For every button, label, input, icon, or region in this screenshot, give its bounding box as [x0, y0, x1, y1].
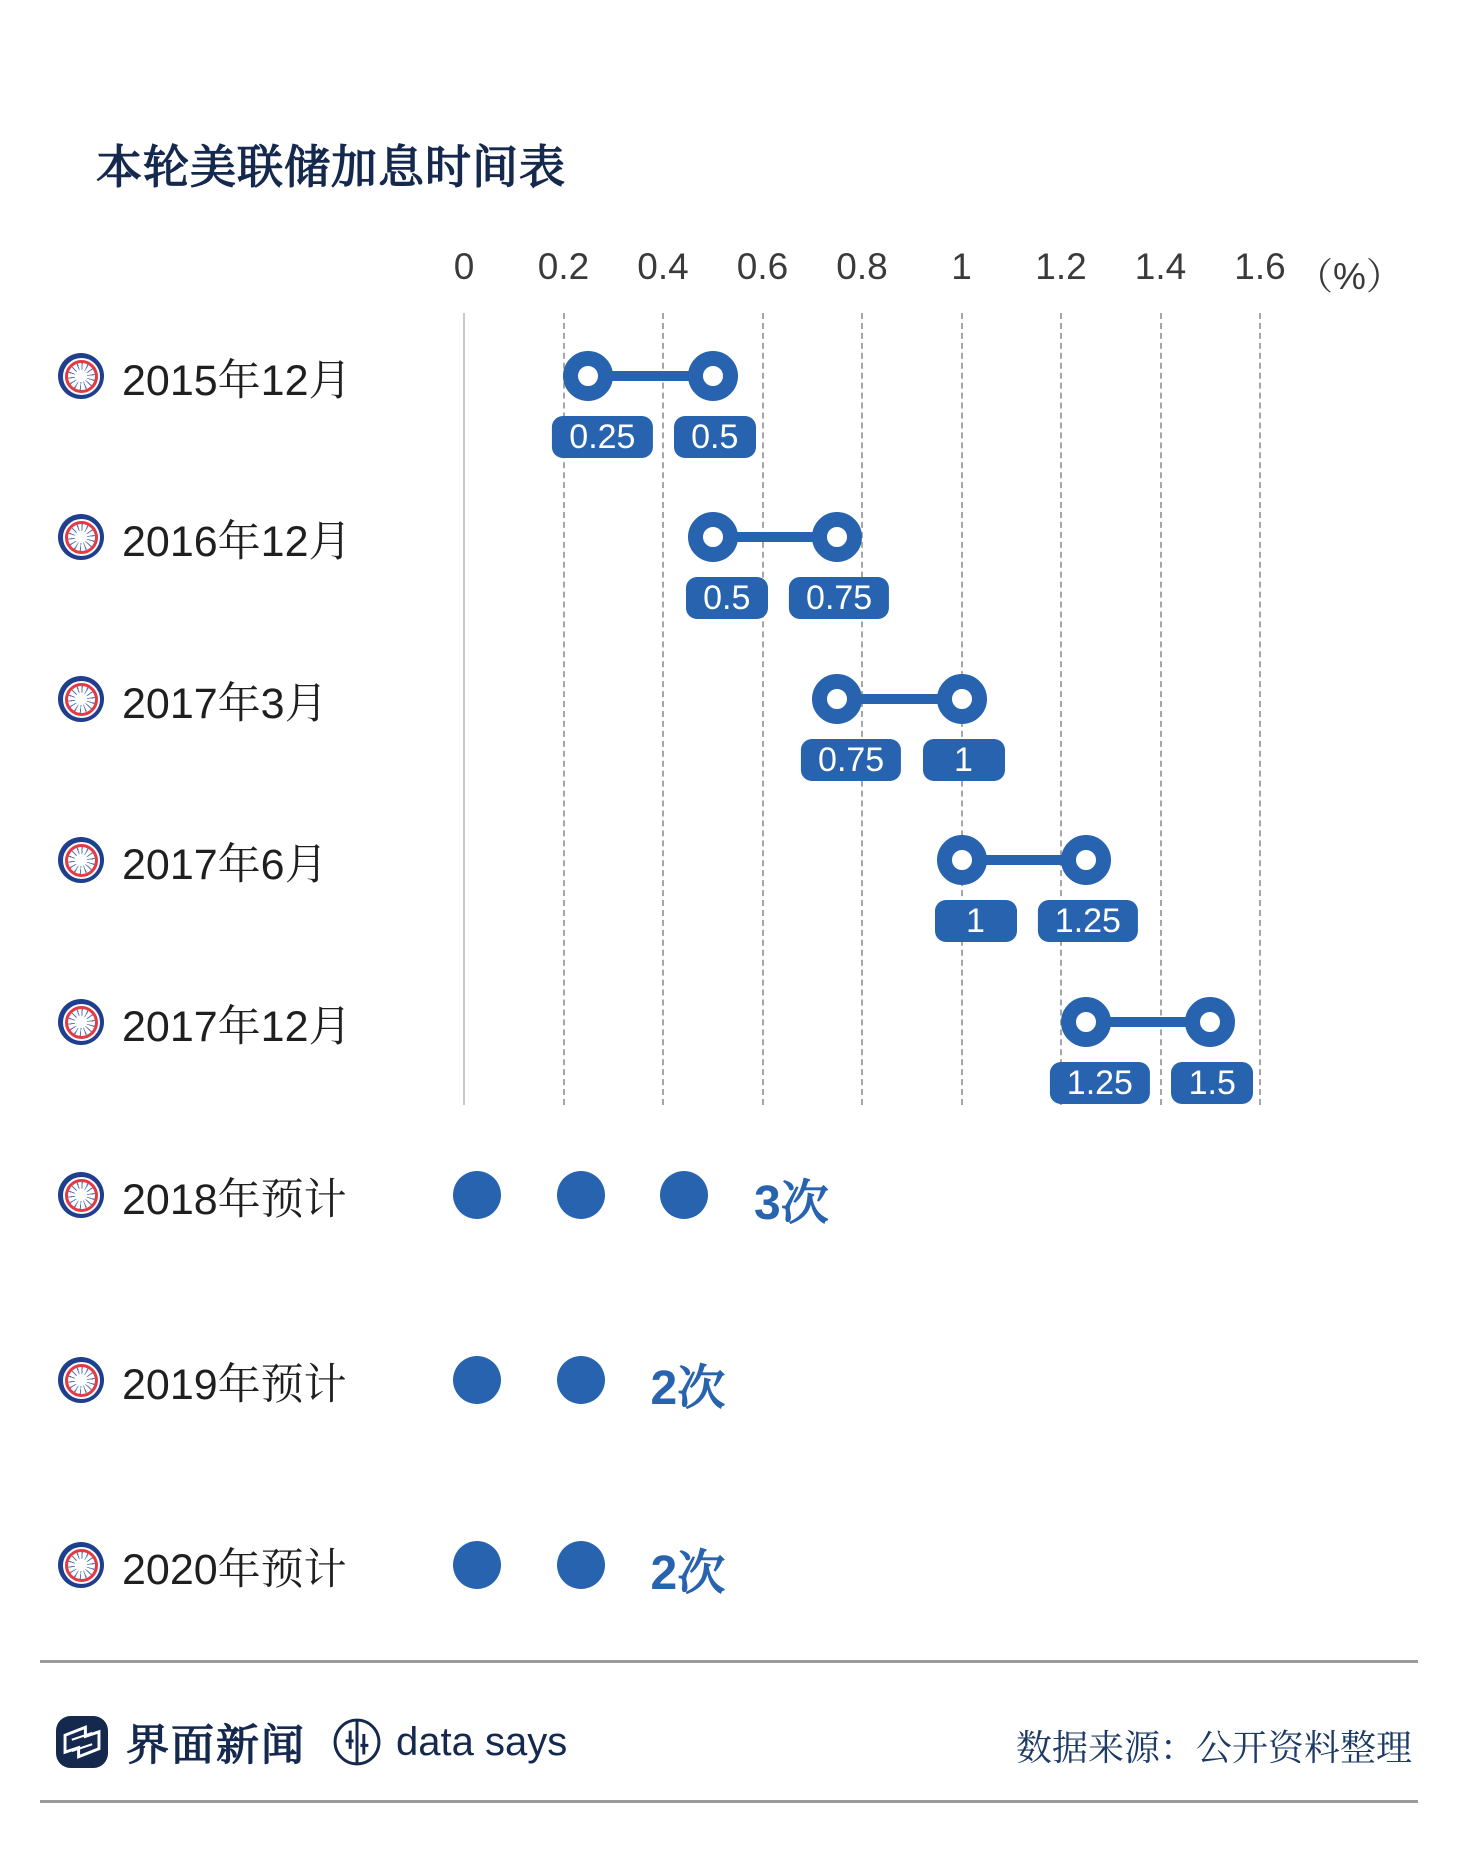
- row-label: 2017年6月: [122, 841, 328, 889]
- seal-starburst: [68, 686, 95, 713]
- seal-red-ring: [63, 519, 100, 556]
- datasays-label: data says: [396, 1719, 568, 1764]
- dumbbell-dot-end: [937, 674, 987, 724]
- value-badge-end: 1.25: [1038, 900, 1138, 942]
- row-label: 2016年12月: [122, 518, 352, 566]
- seal-starburst: [68, 1552, 95, 1579]
- footer-brand-area: [56, 1712, 567, 1772]
- forecast-dot: [453, 1356, 501, 1404]
- source-text: 数据来源：公开资料整理: [1015, 1727, 1412, 1768]
- forecast-dot: [557, 1356, 605, 1404]
- x-axis-tick-label: 1.4: [1134, 246, 1187, 287]
- fed-seal-icon: [58, 1172, 104, 1218]
- forecast-dot: [453, 1541, 501, 1589]
- value-badge-start: 0.75: [801, 739, 901, 781]
- row-label: 2017年3月: [122, 680, 328, 728]
- gridline: [762, 313, 764, 1105]
- forecast-dot: [453, 1171, 501, 1219]
- x-axis-tick-label: 1.2: [1035, 246, 1087, 287]
- dumbbell-dot-start: [812, 674, 862, 724]
- seal-red-ring: [63, 1004, 100, 1041]
- value-badge-end: 0.5: [674, 416, 756, 458]
- fed-seal-icon: [58, 514, 104, 560]
- dumbbell-dot-end: [1061, 835, 1111, 885]
- seal-starburst: [68, 1009, 95, 1036]
- seal-starburst: [68, 1367, 95, 1394]
- seal-red-ring: [63, 1362, 100, 1399]
- row-label: 2015年12月: [122, 357, 352, 405]
- value-badge-start: 0.25: [552, 416, 652, 458]
- forecast-dot: [557, 1171, 605, 1219]
- datasays-logo-icon: [332, 1717, 382, 1767]
- fed-seal-icon: [58, 1542, 104, 1588]
- value-badge-end: 1: [923, 739, 1005, 781]
- value-badge-end: 1.5: [1171, 1062, 1253, 1104]
- dumbbell-dot-end: [688, 351, 738, 401]
- row-label: 2018年预计: [122, 1176, 347, 1224]
- value-badge-start: 1.25: [1050, 1062, 1150, 1104]
- forecast-count-label: 2次: [650, 1362, 726, 1415]
- seal-starburst: [68, 363, 95, 390]
- seal-red-ring: [63, 842, 100, 879]
- footer-bottom-divider: [40, 1800, 1418, 1803]
- x-axis-tick-label: 0.6: [736, 246, 789, 287]
- x-axis-tick-label: 0.8: [836, 246, 888, 287]
- forecast-count-label: 3次: [754, 1177, 829, 1230]
- dumbbell-dot-end: [1185, 997, 1235, 1047]
- dumbbell-dot-start: [563, 351, 613, 401]
- fed-seal-icon: [58, 353, 104, 399]
- forecast-dot: [660, 1171, 708, 1219]
- value-badge-start: 1: [935, 900, 1017, 942]
- fed-seal-icon: [58, 1357, 104, 1403]
- forecast-count-label: 2次: [650, 1547, 726, 1600]
- dumbbell-dot-start: [937, 835, 987, 885]
- seal-red-ring: [63, 358, 100, 395]
- seal-red-ring: [63, 1177, 100, 1214]
- dumbbell-dot-start: [1061, 997, 1111, 1047]
- page-title: 本轮美联储加息时间表: [96, 140, 566, 193]
- seal-starburst: [68, 524, 95, 551]
- x-axis-tick-label: 1.6: [1234, 246, 1286, 287]
- footer-top-divider: [40, 1660, 1418, 1663]
- forecast-dot: [557, 1541, 605, 1589]
- x-axis-tick-label: 0.4: [637, 246, 689, 287]
- seal-starburst: [68, 847, 95, 874]
- fed-seal-icon: [58, 837, 104, 883]
- seal-red-ring: [63, 1547, 100, 1584]
- dumbbell-dot-start: [688, 512, 738, 562]
- row-label: 2020年预计: [122, 1546, 347, 1594]
- seal-red-ring: [63, 681, 100, 718]
- jiemian-logo-icon: [56, 1716, 108, 1768]
- x-axis-unit-label: （%）: [1296, 256, 1403, 297]
- seal-starburst: [68, 1182, 95, 1209]
- dumbbell-dot-end: [812, 512, 862, 562]
- x-axis-tick-label: 1: [951, 246, 972, 287]
- row-label: 2017年12月: [122, 1003, 352, 1051]
- gridline: [1259, 313, 1261, 1105]
- fed-seal-icon: [58, 999, 104, 1045]
- x-axis-tick-label: 0: [453, 246, 475, 287]
- gridline: [1060, 313, 1062, 1105]
- gridline: [1160, 313, 1162, 1105]
- x-axis-tick-label: 0.2: [537, 246, 590, 287]
- value-badge-end: 0.75: [789, 577, 889, 619]
- brand-name: 界面新闻: [126, 1721, 306, 1770]
- row-label: 2019年预计: [122, 1361, 347, 1409]
- gridline: [463, 313, 465, 1105]
- value-badge-start: 0.5: [686, 577, 768, 619]
- gridline: [662, 313, 664, 1105]
- gridline: [861, 313, 863, 1105]
- fed-seal-icon: [58, 676, 104, 722]
